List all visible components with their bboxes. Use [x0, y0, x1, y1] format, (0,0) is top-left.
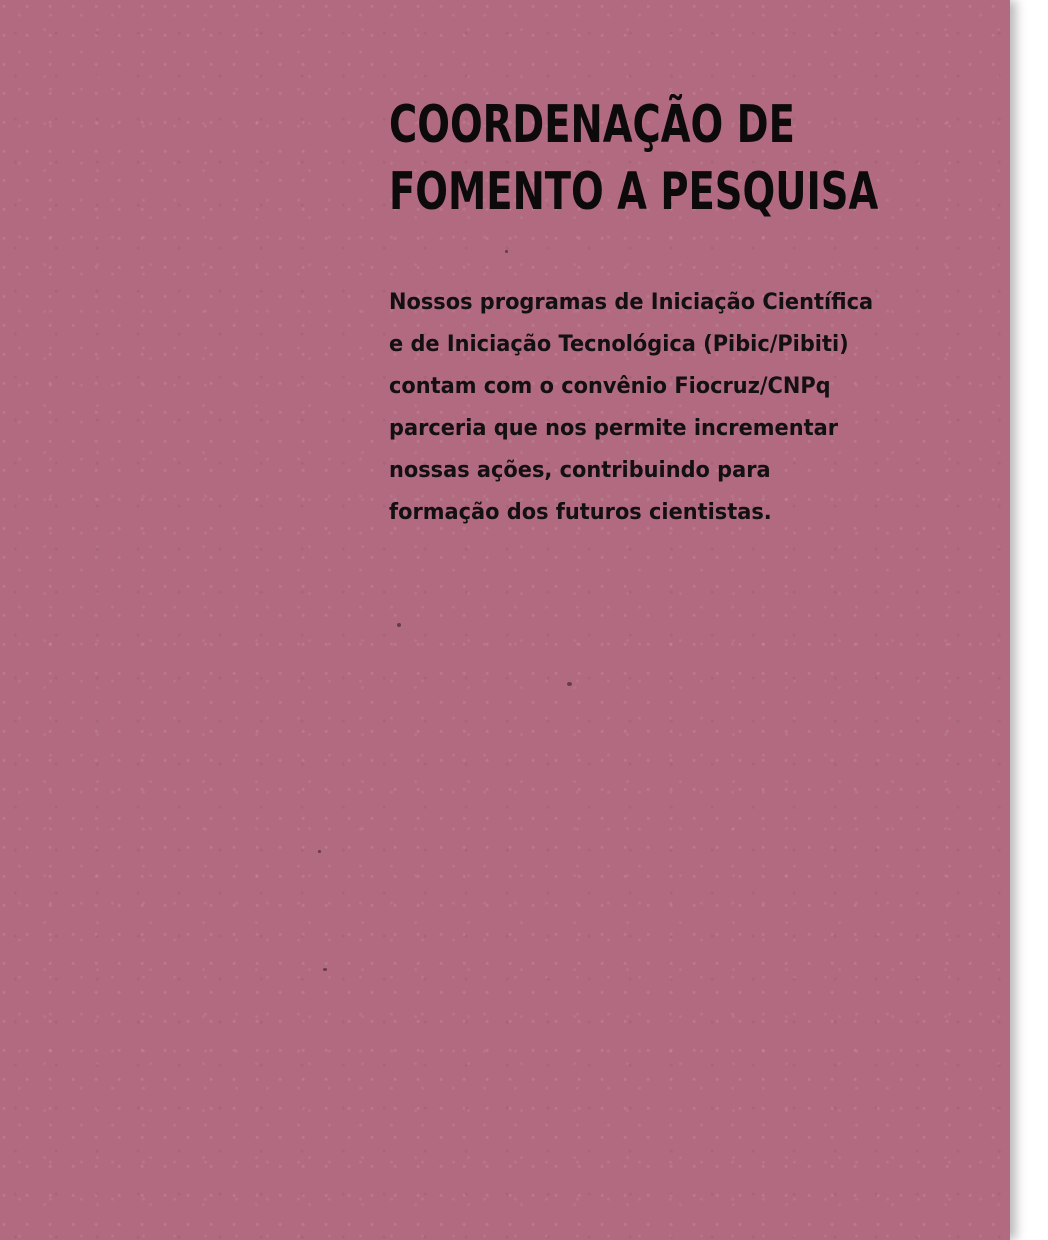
- paper-speck: [318, 850, 321, 853]
- page-title-line: FOMENTO A PESQUISA: [389, 162, 879, 222]
- paragraph-line: formação dos futuros cientistas.: [389, 500, 772, 525]
- page-title: [389, 92, 879, 226]
- paragraph-line: nossas ações, contribuindo para: [389, 458, 771, 483]
- paragraph-line: e de Iniciação Tecnológica (Pibic/Pibiti): [389, 332, 849, 357]
- paper-speck: [505, 250, 508, 253]
- description-paragraph: [389, 282, 959, 534]
- paper-speck: [397, 623, 401, 627]
- paper-speck: [323, 968, 327, 971]
- paragraph-line: Nossos programas de Iniciação Científica: [389, 290, 874, 315]
- page-title-line: COORDENAÇÃO DE: [389, 95, 795, 155]
- paragraph-line: parceria que nos permite incrementar: [389, 416, 839, 441]
- paper-speck: [567, 682, 572, 686]
- paragraph-line: contam com o convênio Fiocruz/CNPq: [389, 374, 831, 399]
